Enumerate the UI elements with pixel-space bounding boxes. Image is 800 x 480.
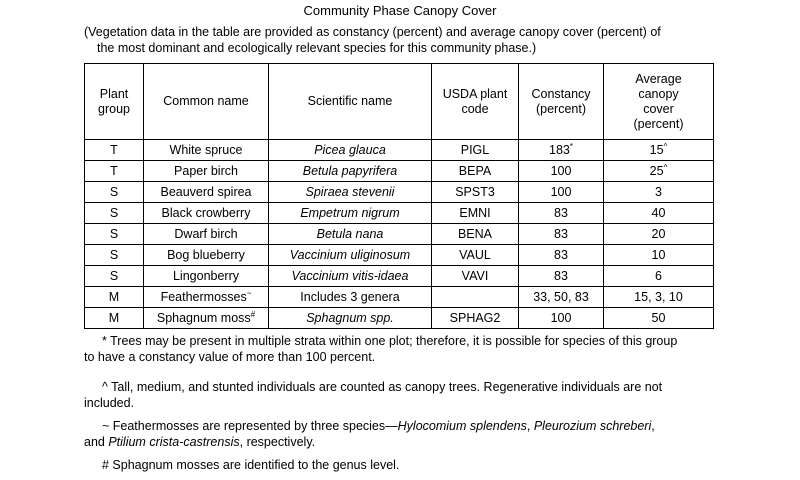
cell-plant-group bbox=[85, 203, 144, 224]
cell-common-name bbox=[144, 203, 269, 224]
cell-scientific-name bbox=[269, 266, 432, 287]
table-row bbox=[85, 308, 714, 329]
cell-plant-group-text: M bbox=[108, 311, 120, 325]
cell-canopy-cover-text: 10 bbox=[651, 248, 666, 262]
cell-common-name bbox=[144, 245, 269, 266]
cell-usda-code bbox=[432, 161, 519, 182]
footnote-canopy-line-2: included. bbox=[84, 396, 135, 410]
cell-constancy bbox=[519, 266, 604, 287]
footnote-feather-sep2: , bbox=[651, 419, 655, 433]
cell-common-name bbox=[144, 287, 269, 308]
footnote-trees-line-1: * Trees may be present in multiple strata within one plot; therefore, it is possible for species of this group bbox=[102, 334, 678, 348]
canopy-cover-table bbox=[84, 63, 714, 329]
table-row bbox=[85, 140, 714, 161]
cell-scientific-name bbox=[269, 161, 432, 182]
footnote-marker: ^ bbox=[663, 162, 668, 172]
cell-plant-group bbox=[85, 182, 144, 203]
cell-usda-code-text: BEPA bbox=[458, 164, 492, 178]
species-pleurozium: Pleurozium schreberi bbox=[533, 419, 652, 433]
footnote-feather-prefix: ~ Feathermosses are represented by three species— bbox=[102, 419, 398, 433]
cell-common-name-text: Black crowberry bbox=[161, 206, 251, 220]
cell-usda-code bbox=[432, 266, 519, 287]
species-hylocomium: Hylocomium splendens bbox=[397, 419, 527, 433]
cell-plant-group-text: S bbox=[109, 206, 119, 220]
cell-canopy-cover-text: 40 bbox=[651, 206, 666, 220]
cell-usda-code bbox=[432, 203, 519, 224]
cell-usda-code bbox=[432, 140, 519, 161]
cell-plant-group-text: T bbox=[110, 164, 118, 178]
cell-canopy-cover bbox=[604, 161, 714, 182]
cell-canopy-cover-text: 6 bbox=[655, 269, 662, 283]
footnote-feather-and: and bbox=[84, 435, 109, 449]
intro-line-2: the most dominant and ecologically relevant species for this community phase.) bbox=[97, 41, 537, 55]
cell-usda-code bbox=[432, 308, 519, 329]
cell-constancy-text: 183 bbox=[549, 143, 570, 157]
cell-common-name bbox=[144, 224, 269, 245]
header-constancy: Constancy (percent) bbox=[519, 64, 604, 140]
cell-usda-code-text: SPST3 bbox=[455, 185, 495, 199]
table-row bbox=[85, 287, 714, 308]
cell-scientific-name-text: Spiraea stevenii bbox=[305, 185, 395, 199]
footnote-feathermosses bbox=[84, 418, 655, 450]
cell-plant-group-text: M bbox=[108, 290, 120, 304]
cell-constancy-text: 83 bbox=[554, 206, 568, 220]
cell-constancy bbox=[519, 140, 604, 161]
intro-paragraph bbox=[84, 24, 724, 56]
footnote-marker: * bbox=[569, 141, 573, 151]
footnote-marker: # bbox=[250, 309, 256, 319]
cell-constancy-text: 83 bbox=[554, 269, 568, 283]
intro-line-1: (Vegetation data in the table are provided as constancy (percent) and average canopy cover (percent) of bbox=[84, 25, 661, 39]
cell-plant-group bbox=[85, 140, 144, 161]
table-body bbox=[85, 140, 714, 329]
cell-common-name-text: Dwarf birch bbox=[174, 227, 238, 241]
cell-scientific-name-text: Vaccinium uliginosum bbox=[289, 248, 411, 262]
page-title: Community Phase Canopy Cover bbox=[303, 3, 497, 18]
header-canopy-cover: Average canopy cover (percent) bbox=[604, 64, 714, 140]
cell-constancy bbox=[519, 245, 604, 266]
cell-constancy bbox=[519, 224, 604, 245]
cell-scientific-name bbox=[269, 224, 432, 245]
cell-plant-group bbox=[85, 287, 144, 308]
cell-usda-code-text: VAUL bbox=[459, 248, 491, 262]
cell-common-name-text: Paper birch bbox=[174, 164, 238, 178]
cell-scientific-name-text: Vaccinium vitis-idaea bbox=[291, 269, 409, 283]
cell-canopy-cover bbox=[604, 245, 714, 266]
cell-common-name bbox=[144, 182, 269, 203]
footnote-trees-line-2: to have a constancy value of more than 100 percent. bbox=[84, 350, 376, 364]
cell-common-name-text: Lingonberry bbox=[172, 269, 239, 283]
table-row bbox=[85, 266, 714, 287]
cell-canopy-cover bbox=[604, 308, 714, 329]
cell-common-name-text: Sphagnum moss bbox=[156, 311, 251, 325]
cell-usda-code-text: VAVI bbox=[461, 269, 489, 283]
cell-usda-code-text: BENA bbox=[457, 227, 493, 241]
cell-constancy-text: 100 bbox=[550, 164, 572, 178]
cell-scientific-name-text: Includes 3 genera bbox=[300, 290, 400, 304]
cell-plant-group-text: S bbox=[109, 269, 119, 283]
cell-common-name-text: Beauverd spirea bbox=[160, 185, 252, 199]
cell-canopy-cover-text: 3 bbox=[655, 185, 662, 199]
footnote-marker: ^ bbox=[663, 141, 668, 151]
table-row bbox=[85, 224, 714, 245]
cell-canopy-cover bbox=[604, 287, 714, 308]
footnote-canopy bbox=[84, 379, 662, 411]
cell-plant-group bbox=[85, 245, 144, 266]
cell-plant-group bbox=[85, 224, 144, 245]
cell-constancy bbox=[519, 161, 604, 182]
cell-scientific-name-text: Betula papyrifera bbox=[302, 164, 398, 178]
cell-usda-code bbox=[432, 245, 519, 266]
cell-constancy-text: 83 bbox=[554, 227, 568, 241]
cell-canopy-cover-text: 15 bbox=[649, 143, 664, 157]
cell-scientific-name bbox=[269, 287, 432, 308]
table-header-row bbox=[85, 64, 714, 140]
header-usda-code: USDA plant code bbox=[432, 64, 519, 140]
cell-plant-group bbox=[85, 266, 144, 287]
cell-canopy-cover bbox=[604, 182, 714, 203]
footnote-canopy-line-1: ^ Tall, medium, and stunted individuals are counted as canopy trees. Regenerative individuals are not bbox=[102, 380, 663, 394]
cell-canopy-cover-text: 15, 3, 10 bbox=[634, 290, 683, 304]
footnote-sphagnum bbox=[84, 457, 399, 473]
cell-usda-code bbox=[432, 224, 519, 245]
cell-usda-code-text: SPHAG2 bbox=[449, 311, 501, 325]
footnote-marker: ~ bbox=[246, 288, 252, 298]
cell-common-name bbox=[144, 308, 269, 329]
footnote-feather-suffix: , respectively. bbox=[239, 435, 316, 449]
cell-constancy-text: 83 bbox=[554, 248, 568, 262]
cell-scientific-name-text: Betula nana bbox=[316, 227, 384, 241]
header-scientific-name: Scientific name bbox=[269, 64, 432, 140]
cell-plant-group bbox=[85, 308, 144, 329]
cell-canopy-cover bbox=[604, 266, 714, 287]
cell-scientific-name bbox=[269, 140, 432, 161]
cell-plant-group-text: S bbox=[109, 227, 119, 241]
header-plant-group: Plant group bbox=[85, 64, 144, 140]
cell-plant-group-text: S bbox=[109, 185, 119, 199]
table-row bbox=[85, 245, 714, 266]
table-row bbox=[85, 203, 714, 224]
cell-constancy bbox=[519, 287, 604, 308]
header-common-name: Common name bbox=[144, 64, 269, 140]
cell-common-name-text: Bog blueberry bbox=[167, 248, 245, 262]
cell-scientific-name bbox=[269, 245, 432, 266]
cell-plant-group-text: S bbox=[109, 248, 119, 262]
cell-constancy-text: 100 bbox=[550, 185, 572, 199]
cell-constancy-text: 33, 50, 83 bbox=[533, 290, 589, 304]
footnote-feather-sep1: , bbox=[526, 419, 534, 433]
cell-usda-code-text: PIGL bbox=[460, 143, 490, 157]
cell-scientific-name-text: Picea glauca bbox=[314, 143, 386, 157]
cell-canopy-cover bbox=[604, 224, 714, 245]
cell-usda-code bbox=[432, 287, 519, 308]
cell-canopy-cover-text: 20 bbox=[651, 227, 666, 241]
cell-plant-group-text: T bbox=[110, 143, 118, 157]
cell-constancy-text: 100 bbox=[550, 311, 572, 325]
footnote-trees bbox=[84, 333, 677, 365]
cell-common-name-text: Feathermosses bbox=[160, 290, 247, 304]
cell-constancy bbox=[519, 182, 604, 203]
cell-scientific-name-text: Empetrum nigrum bbox=[300, 206, 400, 220]
table-row bbox=[85, 182, 714, 203]
cell-common-name bbox=[144, 140, 269, 161]
cell-scientific-name bbox=[269, 203, 432, 224]
cell-common-name-text: White spruce bbox=[169, 143, 243, 157]
cell-scientific-name-text: Sphagnum spp. bbox=[306, 311, 394, 325]
cell-canopy-cover-text: 25 bbox=[649, 164, 664, 178]
species-ptilium: Ptilium crista-castrensis bbox=[108, 435, 240, 449]
table-row bbox=[85, 161, 714, 182]
cell-canopy-cover bbox=[604, 140, 714, 161]
cell-common-name bbox=[144, 266, 269, 287]
cell-canopy-cover bbox=[604, 203, 714, 224]
cell-scientific-name bbox=[269, 308, 432, 329]
cell-usda-code-text: EMNI bbox=[459, 206, 491, 220]
cell-plant-group bbox=[85, 161, 144, 182]
cell-common-name bbox=[144, 161, 269, 182]
cell-usda-code bbox=[432, 182, 519, 203]
footnote-sphagnum-line-1: # Sphagnum mosses are identified to the genus level. bbox=[102, 458, 400, 472]
cell-constancy bbox=[519, 203, 604, 224]
cell-constancy bbox=[519, 308, 604, 329]
cell-scientific-name bbox=[269, 182, 432, 203]
cell-canopy-cover-text: 50 bbox=[651, 311, 666, 325]
